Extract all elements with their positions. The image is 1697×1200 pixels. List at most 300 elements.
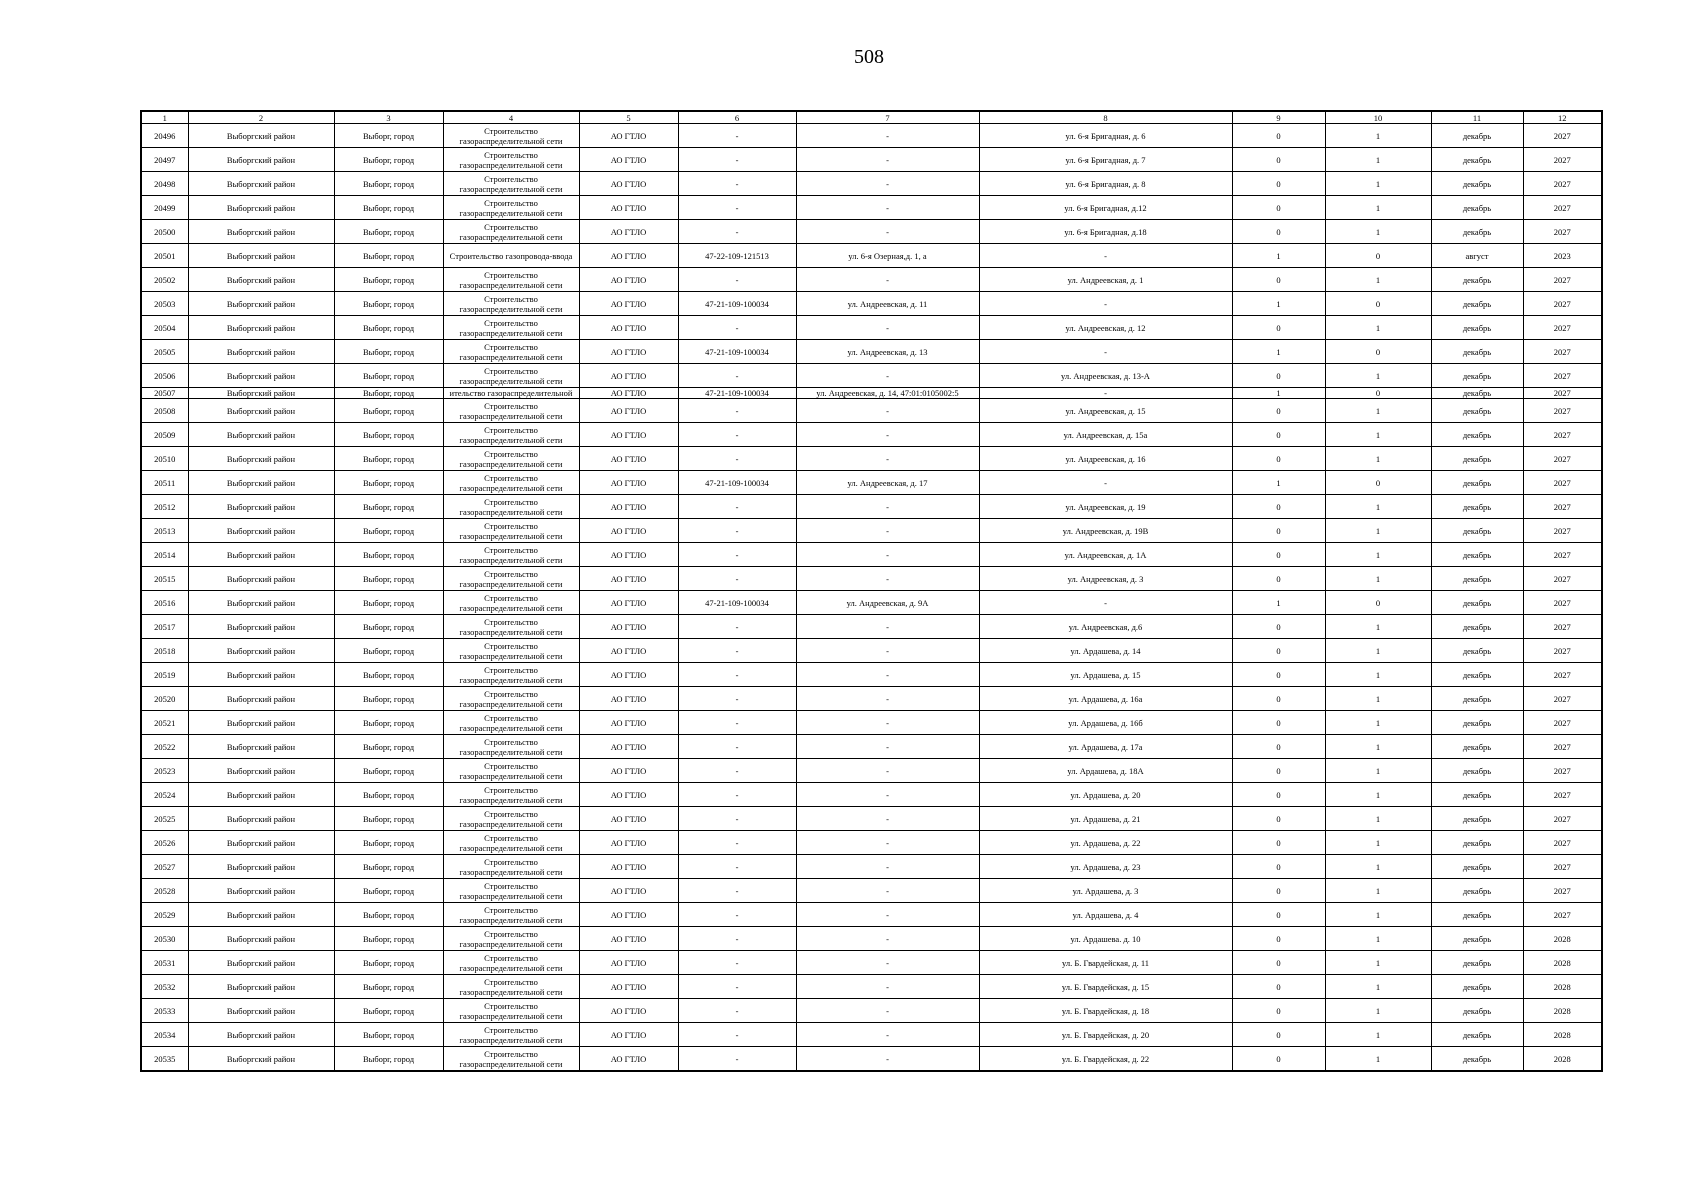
organization-cell: АО ГТЛО [579, 903, 678, 927]
settlement-cell: Выборг, город [334, 663, 443, 687]
object-address-cell: ул. 6-я Озерная,д. 1, а [796, 244, 979, 268]
organization-cell: АО ГТЛО [579, 807, 678, 831]
work-type-cell: Строительство газораспределительной сети [443, 124, 579, 148]
count-a-cell: 0 [1232, 735, 1325, 759]
work-type-cell: Строительство газораспределительной сети [443, 711, 579, 735]
object-address-cell: ул. Андреевская, д. 14, 47:01:0105002:5 [796, 388, 979, 399]
row-number-cell: 20504 [141, 316, 188, 340]
object-address-cell: - [796, 519, 979, 543]
address-cell: - [979, 388, 1232, 399]
table-row [141, 196, 1602, 220]
month-cell: декабрь [1431, 711, 1523, 735]
count-a-cell: 0 [1232, 495, 1325, 519]
table-row [141, 879, 1602, 903]
organization-cell: АО ГТЛО [579, 148, 678, 172]
count-b-cell: 1 [1325, 495, 1431, 519]
year-cell: 2027 [1523, 495, 1602, 519]
count-a-cell: 1 [1232, 388, 1325, 399]
registry-number-cell: - [678, 687, 796, 711]
count-b-cell: 1 [1325, 124, 1431, 148]
table-row [141, 783, 1602, 807]
month-cell: декабрь [1431, 124, 1523, 148]
district-cell: Выборгский район [188, 388, 334, 399]
year-cell: 2027 [1523, 591, 1602, 615]
organization-cell: АО ГТЛО [579, 687, 678, 711]
settlement-cell: Выборг, город [334, 927, 443, 951]
settlement-cell: Выборг, город [334, 591, 443, 615]
year-cell: 2027 [1523, 807, 1602, 831]
count-a-cell: 0 [1232, 975, 1325, 999]
row-number-cell: 20511 [141, 471, 188, 495]
table-row [141, 1023, 1602, 1047]
table-row [141, 340, 1602, 364]
district-cell: Выборгский район [188, 903, 334, 927]
address-cell: ул. Б. Гвардейская, д. 15 [979, 975, 1232, 999]
count-b-cell: 1 [1325, 855, 1431, 879]
object-address-cell: - [796, 364, 979, 388]
registry-number-cell: - [678, 879, 796, 903]
registry-number-cell: - [678, 268, 796, 292]
month-cell: декабрь [1431, 1023, 1523, 1047]
object-address-cell: - [796, 1023, 979, 1047]
organization-cell: АО ГТЛО [579, 220, 678, 244]
organization-cell: АО ГТЛО [579, 927, 678, 951]
work-type-cell: Строительство газораспределительной сети [443, 807, 579, 831]
settlement-cell: Выборг, город [334, 975, 443, 999]
settlement-cell: Выборг, город [334, 364, 443, 388]
settlement-cell: Выборг, город [334, 711, 443, 735]
count-a-cell: 1 [1232, 244, 1325, 268]
year-cell: 2027 [1523, 663, 1602, 687]
count-a-cell: 0 [1232, 951, 1325, 975]
month-cell: декабрь [1431, 388, 1523, 399]
object-address-cell: - [796, 951, 979, 975]
district-cell: Выборгский район [188, 244, 334, 268]
address-cell: ул. Ардашева, д. 17а [979, 735, 1232, 759]
count-a-cell: 0 [1232, 196, 1325, 220]
year-cell: 2028 [1523, 951, 1602, 975]
registry-number-cell: 47-21-109-100034 [678, 292, 796, 316]
organization-cell: АО ГТЛО [579, 879, 678, 903]
table-row [141, 1047, 1602, 1072]
address-cell: - [979, 292, 1232, 316]
table-row [141, 316, 1602, 340]
year-cell: 2027 [1523, 148, 1602, 172]
row-number-cell: 20527 [141, 855, 188, 879]
count-b-cell: 1 [1325, 615, 1431, 639]
year-cell: 2027 [1523, 292, 1602, 316]
district-cell: Выборгский район [188, 975, 334, 999]
address-cell: ул. Ардашева, д. 22 [979, 831, 1232, 855]
organization-cell: АО ГТЛО [579, 196, 678, 220]
count-b-cell: 1 [1325, 807, 1431, 831]
work-type-cell: Строительство газопровода-ввода [443, 244, 579, 268]
district-cell: Выборгский район [188, 951, 334, 975]
settlement-cell: Выборг, город [334, 196, 443, 220]
month-cell: декабрь [1431, 364, 1523, 388]
month-cell: август [1431, 244, 1523, 268]
year-cell: 2028 [1523, 975, 1602, 999]
district-cell: Выборгский район [188, 364, 334, 388]
count-b-cell: 0 [1325, 388, 1431, 399]
count-b-cell: 1 [1325, 543, 1431, 567]
registry-number-cell: - [678, 399, 796, 423]
year-cell: 2027 [1523, 316, 1602, 340]
work-type-cell: Строительство газораспределительной сети [443, 879, 579, 903]
settlement-cell: Выборг, город [334, 124, 443, 148]
table-row [141, 855, 1602, 879]
settlement-cell: Выборг, город [334, 567, 443, 591]
district-cell: Выборгский район [188, 148, 334, 172]
registry-number-cell: - [678, 735, 796, 759]
column-header: 11 [1431, 111, 1523, 124]
organization-cell: АО ГТЛО [579, 591, 678, 615]
object-address-cell: - [796, 663, 979, 687]
registry-number-cell: 47-21-109-100034 [678, 388, 796, 399]
count-b-cell: 1 [1325, 1047, 1431, 1072]
table-row [141, 639, 1602, 663]
year-cell: 2027 [1523, 340, 1602, 364]
work-type-cell: Строительство газораспределительной сети [443, 471, 579, 495]
row-number-cell: 20503 [141, 292, 188, 316]
work-type-cell: ительство газораспределительной [443, 388, 579, 399]
header-row [141, 111, 1602, 124]
settlement-cell: Выборг, город [334, 268, 443, 292]
settlement-cell: Выборг, город [334, 831, 443, 855]
month-cell: декабрь [1431, 316, 1523, 340]
work-type-cell: Строительство газораспределительной сети [443, 951, 579, 975]
object-address-cell: - [796, 196, 979, 220]
organization-cell: АО ГТЛО [579, 447, 678, 471]
row-number-cell: 20535 [141, 1047, 188, 1072]
work-type-cell: Строительство газораспределительной сети [443, 364, 579, 388]
work-type-cell: Строительство газораспределительной сети [443, 316, 579, 340]
row-number-cell: 20500 [141, 220, 188, 244]
address-cell: ул. Ардашева, д. 20 [979, 783, 1232, 807]
count-a-cell: 0 [1232, 543, 1325, 567]
row-number-cell: 20505 [141, 340, 188, 364]
address-cell: ул. 6-я Бригадная, д. 6 [979, 124, 1232, 148]
work-type-cell: Строительство газораспределительной сети [443, 975, 579, 999]
table-row [141, 591, 1602, 615]
count-a-cell: 0 [1232, 1047, 1325, 1072]
registry-number-cell: - [678, 220, 796, 244]
count-b-cell: 1 [1325, 364, 1431, 388]
organization-cell: АО ГТЛО [579, 999, 678, 1023]
district-cell: Выборгский район [188, 172, 334, 196]
organization-cell: АО ГТЛО [579, 615, 678, 639]
year-cell: 2027 [1523, 759, 1602, 783]
work-type-cell: Строительство газораспределительной сети [443, 591, 579, 615]
settlement-cell: Выборг, город [334, 340, 443, 364]
table-row [141, 567, 1602, 591]
year-cell: 2027 [1523, 220, 1602, 244]
table-row [141, 807, 1602, 831]
count-a-cell: 0 [1232, 148, 1325, 172]
count-a-cell: 0 [1232, 268, 1325, 292]
work-type-cell: Строительство газораспределительной сети [443, 292, 579, 316]
work-type-cell: Строительство газораспределительной сети [443, 447, 579, 471]
table-row [141, 711, 1602, 735]
year-cell: 2023 [1523, 244, 1602, 268]
month-cell: декабрь [1431, 879, 1523, 903]
count-b-cell: 1 [1325, 687, 1431, 711]
table-row [141, 735, 1602, 759]
registry-number-cell: - [678, 495, 796, 519]
work-type-cell: Строительство газораспределительной сети [443, 831, 579, 855]
registry-number-cell: - [678, 615, 796, 639]
count-b-cell: 1 [1325, 663, 1431, 687]
table-row [141, 999, 1602, 1023]
year-cell: 2027 [1523, 172, 1602, 196]
work-type-cell: Строительство газораспределительной сети [443, 1047, 579, 1072]
row-number-cell: 20534 [141, 1023, 188, 1047]
count-a-cell: 0 [1232, 783, 1325, 807]
address-cell: ул. Андреевская, д. 3 [979, 567, 1232, 591]
object-address-cell: - [796, 268, 979, 292]
registry-number-cell: - [678, 447, 796, 471]
settlement-cell: Выборг, город [334, 615, 443, 639]
address-cell: - [979, 471, 1232, 495]
address-cell: ул. Ардашева, д. 14 [979, 639, 1232, 663]
registry-number-cell: - [678, 951, 796, 975]
settlement-cell: Выборг, город [334, 423, 443, 447]
work-type-cell: Строительство газораспределительной сети [443, 340, 579, 364]
registry-number-cell: - [678, 831, 796, 855]
registry-number-cell: - [678, 663, 796, 687]
address-cell: ул. 6-я Бригадная, д.18 [979, 220, 1232, 244]
row-number-cell: 20509 [141, 423, 188, 447]
count-a-cell: 0 [1232, 124, 1325, 148]
count-a-cell: 0 [1232, 364, 1325, 388]
district-cell: Выборгский район [188, 807, 334, 831]
count-b-cell: 1 [1325, 879, 1431, 903]
address-cell: ул. Андреевская, д. 19 [979, 495, 1232, 519]
district-cell: Выборгский район [188, 423, 334, 447]
district-cell: Выборгский район [188, 447, 334, 471]
month-cell: декабрь [1431, 220, 1523, 244]
registry-number-cell: - [678, 124, 796, 148]
address-cell: ул. Андреевская, д.6 [979, 615, 1232, 639]
count-a-cell: 0 [1232, 316, 1325, 340]
table-row [141, 519, 1602, 543]
month-cell: декабрь [1431, 471, 1523, 495]
count-a-cell: 0 [1232, 807, 1325, 831]
count-a-cell: 1 [1232, 591, 1325, 615]
column-header: 8 [979, 111, 1232, 124]
work-type-cell: Строительство газораспределительной сети [443, 543, 579, 567]
count-a-cell: 1 [1232, 471, 1325, 495]
object-address-cell: - [796, 855, 979, 879]
count-a-cell: 0 [1232, 831, 1325, 855]
count-b-cell: 1 [1325, 1023, 1431, 1047]
column-header: 2 [188, 111, 334, 124]
address-cell: ул. 6-я Бригадная, д.12 [979, 196, 1232, 220]
settlement-cell: Выборг, город [334, 172, 443, 196]
row-number-cell: 20520 [141, 687, 188, 711]
month-cell: декабрь [1431, 735, 1523, 759]
table-row [141, 124, 1602, 148]
registry-number-cell: 47-21-109-100034 [678, 591, 796, 615]
row-number-cell: 20513 [141, 519, 188, 543]
column-header: 10 [1325, 111, 1431, 124]
organization-cell: АО ГТЛО [579, 831, 678, 855]
registry-number-cell: - [678, 1023, 796, 1047]
registry-number-cell: - [678, 1047, 796, 1072]
count-a-cell: 0 [1232, 663, 1325, 687]
registry-number-cell: - [678, 196, 796, 220]
count-b-cell: 1 [1325, 172, 1431, 196]
registry-number-cell: - [678, 999, 796, 1023]
settlement-cell: Выборг, город [334, 519, 443, 543]
organization-cell: АО ГТЛО [579, 268, 678, 292]
object-address-cell: - [796, 172, 979, 196]
count-b-cell: 1 [1325, 639, 1431, 663]
district-cell: Выборгский район [188, 1047, 334, 1072]
work-type-cell: Строительство газораспределительной сети [443, 663, 579, 687]
registry-number-cell: - [678, 855, 796, 879]
work-type-cell: Строительство газораспределительной сети [443, 1023, 579, 1047]
district-cell: Выборгский район [188, 1023, 334, 1047]
count-a-cell: 0 [1232, 220, 1325, 244]
registry-number-cell: - [678, 927, 796, 951]
year-cell: 2027 [1523, 879, 1602, 903]
work-type-cell: Строительство газораспределительной сети [443, 927, 579, 951]
month-cell: декабрь [1431, 543, 1523, 567]
year-cell: 2028 [1523, 1047, 1602, 1072]
settlement-cell: Выборг, город [334, 399, 443, 423]
row-number-cell: 20506 [141, 364, 188, 388]
row-number-cell: 20497 [141, 148, 188, 172]
year-cell: 2027 [1523, 783, 1602, 807]
count-b-cell: 1 [1325, 220, 1431, 244]
district-cell: Выборгский район [188, 927, 334, 951]
object-address-cell: - [796, 831, 979, 855]
organization-cell: АО ГТЛО [579, 567, 678, 591]
object-address-cell: - [796, 1047, 979, 1072]
month-cell: декабрь [1431, 196, 1523, 220]
row-number-cell: 20508 [141, 399, 188, 423]
year-cell: 2027 [1523, 399, 1602, 423]
organization-cell: АО ГТЛО [579, 399, 678, 423]
data-table [140, 110, 1603, 1072]
year-cell: 2027 [1523, 615, 1602, 639]
object-address-cell: - [796, 735, 979, 759]
registry-number-cell: - [678, 639, 796, 663]
row-number-cell: 20530 [141, 927, 188, 951]
organization-cell: АО ГТЛО [579, 855, 678, 879]
month-cell: декабрь [1431, 495, 1523, 519]
work-type-cell: Строительство газораспределительной сети [443, 855, 579, 879]
column-header: 12 [1523, 111, 1602, 124]
row-number-cell: 20516 [141, 591, 188, 615]
work-type-cell: Строительство газораспределительной сети [443, 783, 579, 807]
month-cell: декабрь [1431, 759, 1523, 783]
count-b-cell: 0 [1325, 471, 1431, 495]
organization-cell: АО ГТЛО [579, 735, 678, 759]
table-row [141, 759, 1602, 783]
district-cell: Выборгский район [188, 639, 334, 663]
row-number-cell: 20523 [141, 759, 188, 783]
object-address-cell: ул. Андреевская, д. 17 [796, 471, 979, 495]
count-b-cell: 1 [1325, 399, 1431, 423]
address-cell: ул. Андреевская, д. 13-А [979, 364, 1232, 388]
address-cell: - [979, 591, 1232, 615]
month-cell: декабрь [1431, 687, 1523, 711]
count-b-cell: 1 [1325, 783, 1431, 807]
count-b-cell: 1 [1325, 148, 1431, 172]
organization-cell: АО ГТЛО [579, 423, 678, 447]
row-number-cell: 20521 [141, 711, 188, 735]
month-cell: декабрь [1431, 172, 1523, 196]
settlement-cell: Выборг, город [334, 447, 443, 471]
object-address-cell: - [796, 903, 979, 927]
count-b-cell: 1 [1325, 423, 1431, 447]
year-cell: 2027 [1523, 268, 1602, 292]
organization-cell: АО ГТЛО [579, 495, 678, 519]
count-a-cell: 0 [1232, 447, 1325, 471]
address-cell: ул. 6-я Бригадная, д. 8 [979, 172, 1232, 196]
table-row [141, 447, 1602, 471]
work-type-cell: Строительство газораспределительной сети [443, 687, 579, 711]
count-a-cell: 0 [1232, 903, 1325, 927]
organization-cell: АО ГТЛО [579, 951, 678, 975]
row-number-cell: 20533 [141, 999, 188, 1023]
work-type-cell: Строительство газораспределительной сети [443, 759, 579, 783]
table-row [141, 388, 1602, 399]
month-cell: декабрь [1431, 519, 1523, 543]
column-header: 1 [141, 111, 188, 124]
row-number-cell: 20502 [141, 268, 188, 292]
district-cell: Выборгский район [188, 831, 334, 855]
count-a-cell: 0 [1232, 711, 1325, 735]
settlement-cell: Выборг, город [334, 316, 443, 340]
year-cell: 2027 [1523, 735, 1602, 759]
table-row [141, 543, 1602, 567]
row-number-cell: 20529 [141, 903, 188, 927]
registry-number-cell: 47-21-109-100034 [678, 340, 796, 364]
row-number-cell: 20512 [141, 495, 188, 519]
year-cell: 2027 [1523, 855, 1602, 879]
table-row [141, 927, 1602, 951]
settlement-cell: Выборг, город [334, 855, 443, 879]
settlement-cell: Выборг, город [334, 903, 443, 927]
table-row [141, 495, 1602, 519]
table-row [141, 951, 1602, 975]
address-cell: ул. Андреевская, д. 1А [979, 543, 1232, 567]
address-cell: ул. Ардашева, д. 3 [979, 879, 1232, 903]
row-number-cell: 20526 [141, 831, 188, 855]
count-a-cell: 0 [1232, 567, 1325, 591]
organization-cell: АО ГТЛО [579, 975, 678, 999]
work-type-cell: Строительство газораспределительной сети [443, 268, 579, 292]
count-a-cell: 0 [1232, 423, 1325, 447]
year-cell: 2027 [1523, 447, 1602, 471]
row-number-cell: 20501 [141, 244, 188, 268]
district-cell: Выборгский район [188, 711, 334, 735]
object-address-cell: - [796, 687, 979, 711]
month-cell: декабрь [1431, 591, 1523, 615]
count-b-cell: 1 [1325, 268, 1431, 292]
month-cell: декабрь [1431, 927, 1523, 951]
count-a-cell: 0 [1232, 927, 1325, 951]
year-cell: 2028 [1523, 927, 1602, 951]
month-cell: декабрь [1431, 783, 1523, 807]
object-address-cell: - [796, 124, 979, 148]
work-type-cell: Строительство газораспределительной сети [443, 903, 579, 927]
settlement-cell: Выборг, город [334, 879, 443, 903]
year-cell: 2027 [1523, 423, 1602, 447]
